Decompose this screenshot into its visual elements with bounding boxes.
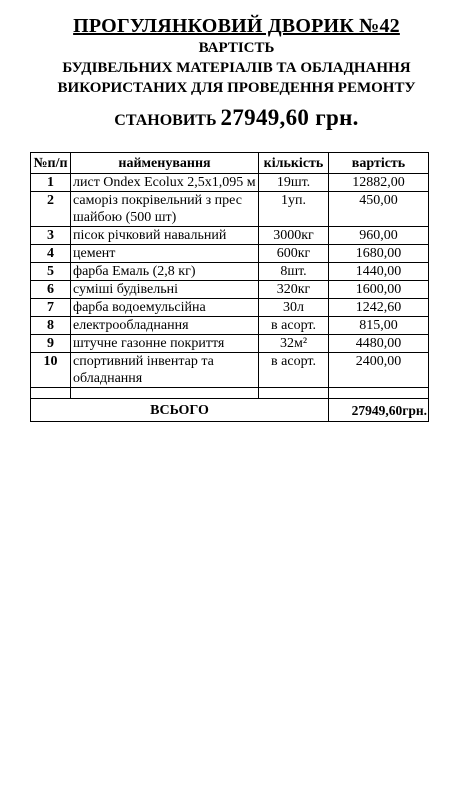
- table-row: [31, 335, 429, 353]
- table-row: [31, 299, 429, 317]
- row-name: саморіз покрівельний з прес шайбою (500 шт): [71, 192, 259, 227]
- row-name: суміші будівельні: [71, 281, 259, 299]
- row-cost: 4480,00: [329, 335, 429, 353]
- row-cost: 1680,00: [329, 245, 429, 263]
- header-line-materials: БУДІВЕЛЬНИХ МАТЕРІАЛІВ ТА ОБЛАДНАННЯ: [62, 60, 411, 76]
- column-header-quantity: кількість: [259, 153, 329, 174]
- row-name: фарба Емаль (2,8 кг): [71, 263, 259, 281]
- row-name: електрообладнання: [71, 317, 259, 335]
- row-name: спортивний інвентар та обладнання: [71, 353, 259, 388]
- row-name: пісок річковий навальний: [71, 227, 259, 245]
- row-quantity: 30л: [259, 299, 329, 317]
- empty-cell: [71, 388, 259, 399]
- column-header-name: найменування: [71, 153, 259, 174]
- row-cost: 960,00: [329, 227, 429, 245]
- header-total-amount: 27949,60 грн.: [220, 105, 359, 130]
- total-label: ВСЬОГО: [31, 399, 329, 422]
- row-quantity: 32м²: [259, 335, 329, 353]
- row-quantity: 8шт.: [259, 263, 329, 281]
- cost-table: [30, 152, 429, 422]
- row-cost: 1242,60: [329, 299, 429, 317]
- row-cost: 1600,00: [329, 281, 429, 299]
- table-row: [31, 192, 429, 227]
- empty-cell: [329, 388, 429, 399]
- row-quantity: в асорт.: [259, 317, 329, 335]
- row-cost: 12882,00: [329, 174, 429, 192]
- row-number: 4: [31, 245, 71, 263]
- row-quantity: 320кг: [259, 281, 329, 299]
- row-number: 3: [31, 227, 71, 245]
- column-header-cost: вартість: [329, 153, 429, 174]
- row-number: 10: [31, 353, 71, 388]
- row-quantity: 1уп.: [259, 192, 329, 227]
- row-cost: 2400,00: [329, 353, 429, 388]
- table-body: [31, 174, 429, 422]
- row-name: фарба водоемульсійна: [71, 299, 259, 317]
- table-empty-row: [31, 388, 429, 399]
- row-number: 9: [31, 335, 71, 353]
- row-number: 8: [31, 317, 71, 335]
- header-total-prefix: СТАНОВИТЬ: [114, 112, 217, 129]
- row-cost: 815,00: [329, 317, 429, 335]
- row-quantity: в асорт.: [259, 353, 329, 388]
- row-cost: 450,00: [329, 192, 429, 227]
- document-header: [0, 14, 473, 135]
- row-name: цемент: [71, 245, 259, 263]
- table-row: [31, 227, 429, 245]
- empty-cell: [31, 388, 71, 399]
- row-number: 5: [31, 263, 71, 281]
- table-row: [31, 353, 429, 388]
- table-header-row: [31, 153, 429, 174]
- table-row: [31, 281, 429, 299]
- row-quantity: 600кг: [259, 245, 329, 263]
- table-row: [31, 245, 429, 263]
- document-title: ПРОГУЛЯНКОВИЙ ДВОРИК №42: [73, 15, 400, 37]
- table-row: [31, 263, 429, 281]
- column-header-number: №п/п: [31, 153, 71, 174]
- table-total-row: [31, 399, 429, 422]
- total-value: 27949,60грн.: [329, 399, 429, 422]
- row-number: 1: [31, 174, 71, 192]
- row-quantity: 3000кг: [259, 227, 329, 245]
- row-number: 7: [31, 299, 71, 317]
- table-row: [31, 317, 429, 335]
- empty-cell: [259, 388, 329, 399]
- row-name: лист Ondex Ecolux 2,5х1,095 м: [71, 174, 259, 192]
- row-cost: 1440,00: [329, 263, 429, 281]
- header-line-cost: ВАРТІСТЬ: [198, 40, 275, 56]
- row-name: штучне газонне покриття: [71, 335, 259, 353]
- row-number: 2: [31, 192, 71, 227]
- row-number: 6: [31, 281, 71, 299]
- table-row: [31, 174, 429, 192]
- header-total-line: [0, 104, 473, 135]
- row-quantity: 19шт.: [259, 174, 329, 192]
- header-line-used: ВИКОРИСТАНИХ ДЛЯ ПРОВЕДЕННЯ РЕМОНТУ: [57, 80, 416, 96]
